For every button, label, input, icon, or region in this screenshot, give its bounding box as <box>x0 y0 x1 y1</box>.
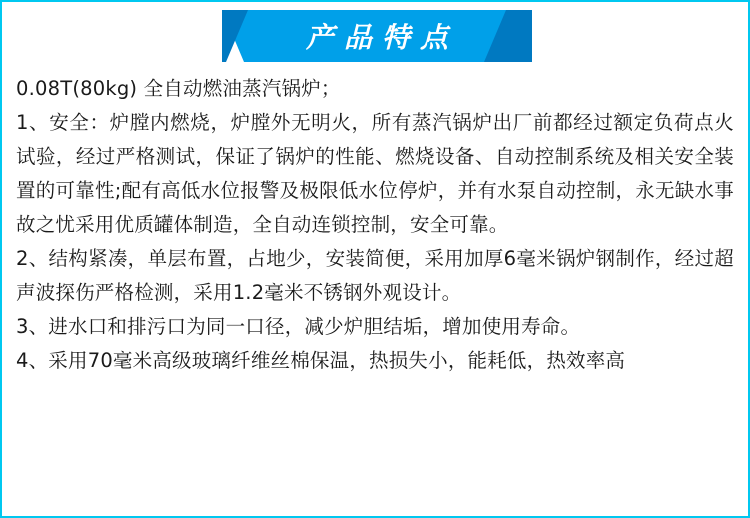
feature-paragraph-2: 2、结构紧凑，单层布置，占地少，安装简便，采用加厚6毫米锅炉钢制作，经过超声波探伤严格检测，采用1.2毫米不锈钢外观设计。 <box>16 247 734 304</box>
feature-paragraph-4: 4、采用70毫米高级玻璃纤维丝棉保温，热损失小，能耗低，热效率高 <box>16 349 626 372</box>
section-header-banner <box>2 2 748 68</box>
feature-paragraph-3: 3、进水口和排污口为同一口径，减少炉胆结垢，增加使用寿命。 <box>16 315 581 338</box>
feature-paragraph-0: 0.08T(80kg) 全自动燃油蒸汽锅炉； <box>16 77 341 100</box>
feature-paragraph-1: 1、安全：炉膛内燃烧，炉膛外无明火，所有蒸汽锅炉出厂前都经过额定负荷点火试验，经过严格测试，保证了锅炉的性能、燃烧设备、自动控制系统及相关安全装置的可靠性;配有高低水位报警及极限低水位停炉，并有水泵自动控制，永无缺水事故之忧采用优质罐体制造，全自动连锁控制，安全可靠。 <box>16 111 734 236</box>
features-content <box>2 68 748 378</box>
section-title: 产品特点 <box>305 21 458 54</box>
